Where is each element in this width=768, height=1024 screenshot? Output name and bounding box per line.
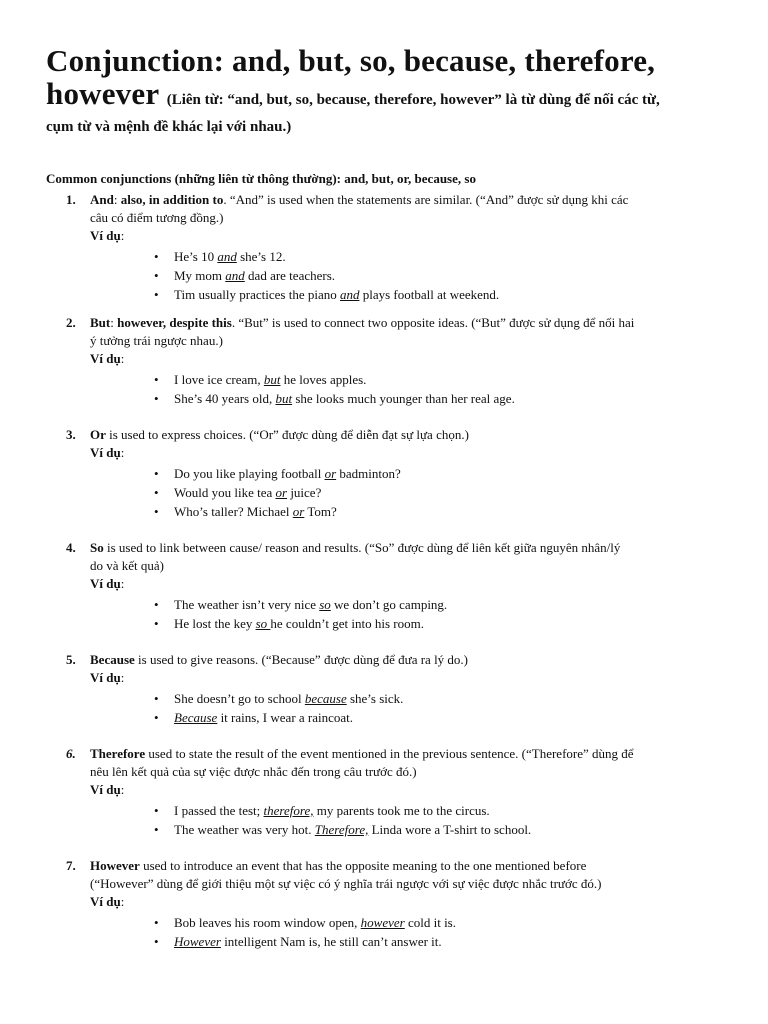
highlighted-conjunction: and: [339, 287, 360, 302]
item-number: 7.: [66, 858, 76, 873]
example-sentence: • My mom and dad are teachers.: [154, 268, 336, 283]
example-sentence: • Because it rains, I wear a raincoat.: [154, 710, 354, 725]
conjunction-item: [46, 651, 730, 727]
highlighted-conjunction: therefore,: [263, 803, 314, 818]
item-definition-text-cont: ý tưởng trái ngược nhau.): [90, 333, 223, 348]
example-label: Ví dụ:: [90, 894, 125, 909]
bullet-icon: •: [154, 372, 159, 387]
example-list: [90, 913, 730, 951]
example-label: Ví dụ:: [90, 351, 125, 366]
page-title: [46, 44, 730, 117]
highlighted-conjunction: and: [225, 268, 245, 283]
title-word: however: [46, 76, 159, 111]
example-sentence: • I passed the test; therefore, my parents took me to the circus.: [154, 803, 490, 818]
example-label: Ví dụ:: [90, 445, 125, 460]
bullet-icon: •: [154, 287, 159, 302]
item-definition: [90, 857, 730, 893]
title-note-1: (Liên từ: “and, but, so, because, therefore, however” là từ dùng để nối các từ,: [166, 92, 660, 108]
item-definition-text: is used to give reasons. (“Because” được dùng để đưa ra lý do.): [134, 652, 469, 667]
example-sentence: • She doesn’t go to school because she’s sick.: [154, 691, 404, 706]
bullet-icon: •: [154, 504, 159, 519]
bullet-icon: •: [154, 934, 159, 949]
example-list: [90, 247, 730, 304]
bullet-icon: •: [154, 616, 159, 631]
bullet-icon: •: [154, 710, 159, 725]
item-number: 2.: [66, 315, 76, 330]
item-definition-text-cont: nêu lên kết quả của sự việc được nhắc đến trong câu trước đó.): [90, 764, 417, 779]
bullet-icon: •: [154, 466, 159, 481]
example-list: [90, 801, 730, 839]
highlighted-conjunction: because: [304, 691, 347, 706]
bullet-icon: •: [154, 691, 159, 706]
example-label: Ví dụ:: [90, 576, 125, 591]
example-list: [90, 689, 730, 727]
conjunction-item: [46, 426, 730, 521]
bullet-icon: •: [154, 803, 159, 818]
example-sentence: • Bob leaves his room window open, however cold it is.: [154, 915, 456, 930]
highlighted-conjunction: so: [319, 597, 331, 612]
bullet-icon: •: [154, 268, 159, 283]
item-term: Or: [90, 427, 106, 442]
example-sentence: • He’s 10 and she’s 12.: [154, 249, 286, 264]
bullet-icon: •: [154, 597, 159, 612]
highlighted-conjunction: or: [324, 466, 337, 481]
item-definition-text-cont: do và kết quả): [90, 558, 165, 573]
item-definition: And: also, in addition to. “And” is used when the statements are similar. (“And” được sử dụng khi các câu có điểm tương đồng.): [90, 192, 629, 225]
bullet-icon: •: [154, 915, 159, 930]
item-term: So: [90, 540, 104, 555]
example-sentence: • The weather isn’t very nice so we don’t go camping.: [154, 597, 448, 612]
item-number: 4.: [66, 540, 76, 555]
title-note-2: cụm từ và mệnh đề khác lại với nhau.): [46, 119, 292, 135]
example-list: [90, 595, 730, 633]
example-list: [90, 464, 730, 521]
highlighted-conjunction: However: [174, 934, 221, 949]
item-term: Because: [90, 652, 135, 667]
item-definition-text: is used to express choices. (“Or” được dùng để diễn đạt sự lựa chọn.): [105, 427, 469, 442]
example-list: [90, 370, 730, 408]
item-definition: But: however, despite this. “But” is used to connect two opposite ideas. (“But” được sử dụng để nối hai ý tưởng trái ngược nhau.): [90, 315, 635, 348]
item-term: But: [90, 315, 111, 330]
example-label: Ví dụ:: [90, 228, 125, 243]
item-definition-text-cont: (“However” dùng để giới thiệu một sự việc có ý nghĩa trái ngược với sự việc được nhắc trước đó.): [90, 876, 602, 891]
item-synonyms: however, despite this: [117, 315, 232, 330]
item-synonyms: also, in addition to: [120, 192, 224, 207]
item-definition: [90, 651, 730, 669]
item-definition-text-cont: câu có điểm tương đồng.): [90, 210, 224, 225]
bullet-icon: •: [154, 249, 159, 264]
highlighted-conjunction: Because: [174, 710, 218, 725]
common-conjunctions-heading: Common conjunctions (những liên từ thông thường): and, but, or, because, so: [46, 171, 476, 186]
item-number: 3.: [66, 427, 76, 442]
example-sentence: • Tim usually practices the piano and plays football at weekend.: [154, 287, 500, 302]
bullet-icon: •: [154, 485, 159, 500]
bullet-icon: •: [154, 822, 159, 837]
example-label: Ví dụ:: [90, 782, 125, 797]
conjunction-list: [46, 191, 730, 951]
conjunction-item: [46, 857, 730, 951]
item-number: 1.: [66, 192, 76, 207]
highlighted-conjunction: but: [275, 391, 293, 406]
highlighted-conjunction: so: [255, 616, 271, 631]
example-sentence: • Would you like tea or juice?: [154, 485, 322, 500]
item-definition-text: . “And” is used when the statements are similar. (“And” được sử dụng khi các: [223, 192, 629, 207]
highlighted-conjunction: or: [275, 485, 288, 500]
conjunction-item: [46, 745, 730, 839]
bullet-icon: •: [154, 391, 159, 406]
conjunction-item: [46, 539, 730, 633]
item-definition-text: used to introduce an event that has the opposite meaning to the one mentioned before: [139, 858, 587, 873]
item-definition-text: is used to link between cause/ reason and results. (“So” được dùng để liên kết giữa nguyên nhân/lý: [103, 540, 621, 555]
item-term: And: [90, 192, 114, 207]
highlighted-conjunction: but: [263, 372, 281, 387]
title-main: Conjunction: and, but, so, because, therefore,: [46, 43, 656, 78]
item-term: However: [90, 858, 140, 873]
example-sentence: • However intelligent Nam is, he still can’t answer it.: [154, 934, 442, 949]
example-sentence: • He lost the key so he couldn’t get into his room.: [154, 616, 424, 631]
example-sentence: • I love ice cream, but he loves apples.: [154, 372, 367, 387]
example-label: Ví dụ:: [90, 670, 125, 685]
item-definition: [90, 539, 730, 575]
item-definition-text: . “But” is used to connect two opposite ideas. (“But” được sử dụng để nối hai: [231, 315, 635, 330]
conjunction-item: [46, 191, 730, 304]
highlighted-conjunction: and: [217, 249, 237, 264]
example-sentence: • Who’s taller? Michael or Tom?: [154, 504, 337, 519]
example-sentence: • The weather was very hot. Therefore, Linda wore a T-shirt to school.: [154, 822, 532, 837]
item-number: 5.: [66, 652, 76, 667]
item-definition: [90, 426, 730, 444]
conjunction-item: [46, 314, 730, 408]
highlighted-conjunction: Therefore,: [314, 822, 369, 837]
item-term: Therefore: [90, 746, 146, 761]
highlighted-conjunction: however: [360, 915, 405, 930]
example-sentence: • She’s 40 years old, but she looks much younger than her real age.: [154, 391, 515, 406]
example-sentence: • Do you like playing football or badminton?: [154, 466, 401, 481]
item-definition: [90, 745, 730, 781]
highlighted-conjunction: or: [292, 504, 305, 519]
item-number: 6.: [66, 746, 76, 761]
item-definition-text: used to state the result of the event mentioned in the previous sentence. (“Therefore” dùng để: [145, 746, 634, 761]
